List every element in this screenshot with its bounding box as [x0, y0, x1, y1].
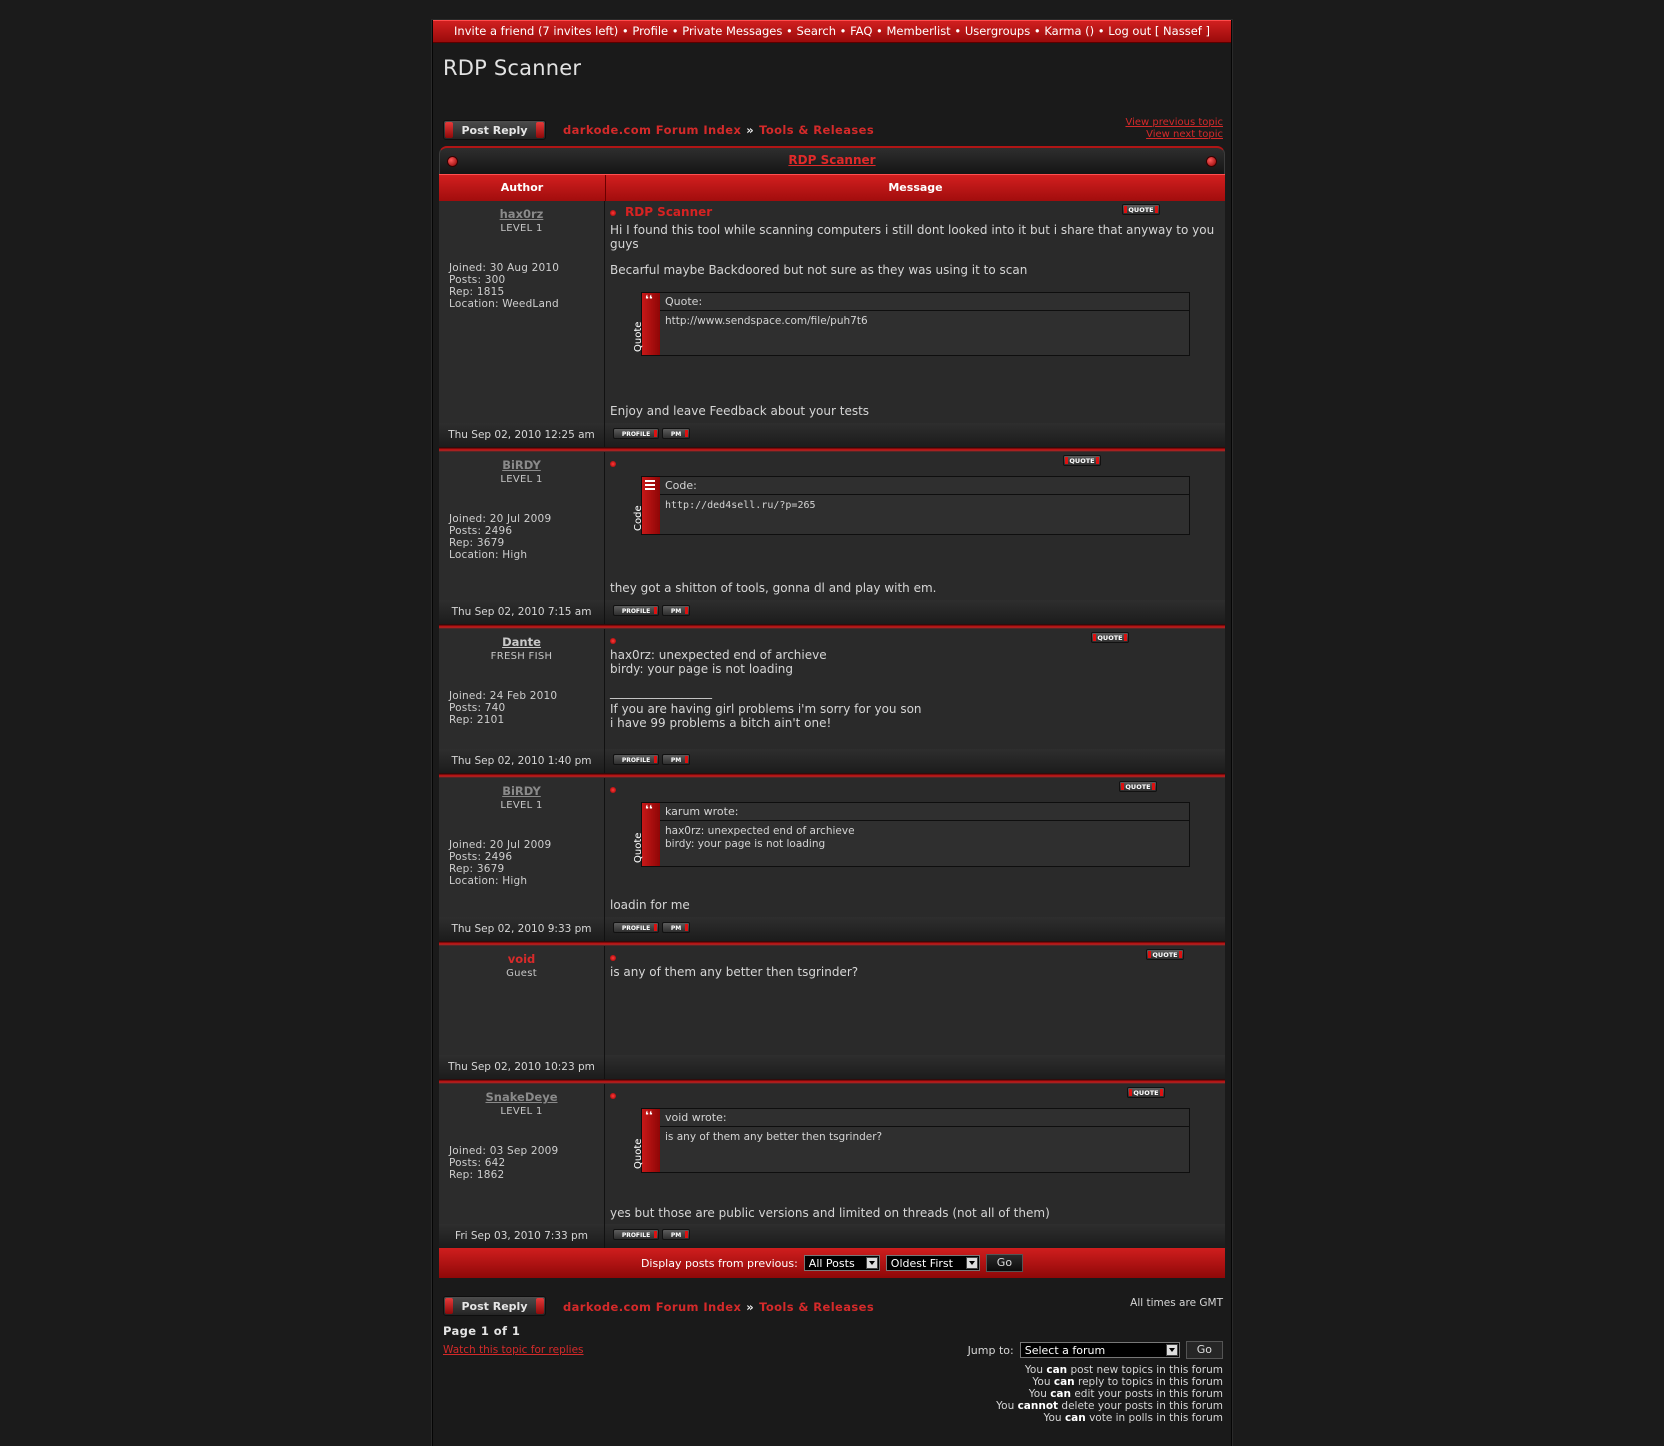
- post-row: [439, 452, 1225, 600]
- breadcrumb-bottom: [563, 1300, 874, 1314]
- breadcrumb-tools-releases[interactable]: Tools & Releases: [759, 123, 875, 137]
- author-rank: LEVEL 1: [500, 223, 543, 234]
- quote-box: [633, 292, 1190, 356]
- post-footer-buttons: [605, 1055, 1225, 1079]
- permission-flag: can: [1064, 1412, 1086, 1424]
- author-posts: Posts: 300: [449, 274, 506, 286]
- post-footer: [439, 423, 1225, 447]
- quote-header: Quote:: [660, 293, 1189, 311]
- author-name: void: [507, 952, 536, 966]
- permission-flag: cannot: [1017, 1400, 1059, 1412]
- quote-button[interactable]: QUOTE: [1063, 455, 1101, 466]
- nav-separator: •: [621, 24, 629, 38]
- post-row: [439, 1084, 1225, 1224]
- post-author-cell: [439, 946, 605, 1055]
- nav-separator: •: [786, 24, 793, 38]
- author-name[interactable]: SnakeDeye: [485, 1090, 558, 1104]
- post-author-cell: [439, 629, 605, 749]
- author-stats: [439, 690, 604, 726]
- display-label: Display posts from previous:: [640, 1256, 798, 1270]
- table-title-bar: [439, 146, 1225, 174]
- page-count: Page 1 of 1: [443, 1324, 521, 1338]
- pm-button[interactable]: PM: [662, 605, 690, 616]
- post-message-cell: [605, 201, 1225, 423]
- quote-mark-icon: ❛❛: [645, 803, 653, 816]
- post-date: Thu Sep 02, 2010 12:25 am: [439, 423, 605, 447]
- post-footer: [439, 600, 1225, 624]
- profile-button[interactable]: PROFILE: [613, 754, 659, 765]
- profile-button[interactable]: PROFILE: [613, 605, 659, 616]
- display-go-button[interactable]: Go: [986, 1254, 1023, 1272]
- post-line: birdy: your page is not loading: [610, 662, 794, 676]
- code-body: http://ded4sell.ru/?p=265: [665, 500, 816, 511]
- post-text: Hi I found this tool while scanning computers i still dont looked into it but i share that anyway to you guys: [610, 223, 1215, 251]
- post-footer-buttons: [605, 749, 1225, 773]
- code-box: [633, 476, 1190, 535]
- post-reply-button-top[interactable]: Post Reply: [443, 120, 546, 140]
- posts-table: [439, 146, 1225, 1278]
- quote-side-label: Quote: [633, 1138, 644, 1169]
- post-bullet-icon: [610, 787, 616, 793]
- post-footer: [439, 1224, 1225, 1248]
- author-rank: LEVEL 1: [500, 1106, 543, 1117]
- page-title: RDP Scanner: [443, 56, 582, 80]
- table-title-link[interactable]: RDP Scanner: [788, 153, 876, 167]
- sort-order-select[interactable]: [886, 1255, 980, 1271]
- post-row: [439, 629, 1225, 749]
- post-subject: RDP Scanner: [625, 205, 713, 219]
- author-joined: Joined: 03 Sep 2009: [449, 1145, 559, 1157]
- quote-sidebar: [633, 803, 660, 866]
- code-side-label: Code: [633, 505, 644, 531]
- author-location: Location: High: [449, 875, 528, 887]
- author-stats: [439, 839, 604, 887]
- signature: [610, 702, 922, 730]
- post-footer: [439, 1055, 1225, 1079]
- quote-sidebar: [633, 1109, 660, 1172]
- column-header-author: Author: [439, 175, 606, 201]
- post-date: Thu Sep 02, 2010 1:40 pm: [439, 749, 605, 773]
- title-bar-dot-icon: [447, 156, 458, 167]
- nav-usergroups[interactable]: Usergroups: [964, 24, 1031, 38]
- post-text: Enjoy and leave Feedback about your tests: [610, 404, 870, 418]
- quote-button[interactable]: QUOTE: [1122, 204, 1160, 215]
- breadcrumb-forum-index[interactable]: darkode.com Forum Index: [563, 1300, 742, 1314]
- author-stats: [439, 262, 604, 310]
- nav-separator: •: [954, 24, 962, 38]
- pm-button[interactable]: PM: [662, 1229, 690, 1240]
- quote-button[interactable]: QUOTE: [1127, 1087, 1165, 1098]
- permission-flag: can: [1046, 1364, 1068, 1376]
- quote-body: is any of them any better then tsgrinder?: [665, 1131, 883, 1143]
- author-rep: Rep: 1815: [449, 286, 505, 298]
- permission-text: You: [1024, 1364, 1044, 1376]
- post-footer-buttons: [605, 600, 1225, 624]
- permission-line: [996, 1400, 1223, 1412]
- nav-separator: •: [1033, 24, 1041, 38]
- author-rank: LEVEL 1: [500, 474, 543, 485]
- signature-rule: _________________: [610, 685, 712, 699]
- author-joined: Joined: 30 Aug 2010: [449, 262, 560, 274]
- quote-mark-icon: ❛❛: [645, 293, 653, 306]
- quote-sidebar: [633, 293, 660, 355]
- author-name[interactable]: hax0rz: [499, 207, 544, 221]
- jump-go-button[interactable]: Go: [1186, 1341, 1223, 1359]
- post-bullet-icon: [610, 210, 616, 216]
- author-rep: Rep: 2101: [449, 714, 505, 726]
- author-stats: [439, 513, 604, 561]
- post-row: [439, 946, 1225, 1055]
- topic-navigation: [1125, 117, 1223, 141]
- post-date: Thu Sep 02, 2010 9:33 pm: [439, 917, 605, 941]
- author-posts: Posts: 2496: [449, 525, 513, 537]
- author-stats: [439, 1145, 604, 1181]
- post-reply-button-bottom[interactable]: Post Reply: [443, 1296, 546, 1316]
- post-text: loadin for me: [610, 898, 690, 912]
- column-header-message: Message: [888, 181, 943, 194]
- jump-forum-value: Select a forum: [1024, 1344, 1106, 1357]
- post-footer: [439, 917, 1225, 941]
- quote-side-label: Quote: [633, 832, 644, 863]
- quote-button[interactable]: QUOTE: [1091, 632, 1129, 643]
- author-joined: Joined: 20 Jul 2009: [449, 839, 552, 851]
- nav-search[interactable]: Search: [796, 24, 836, 38]
- post-footer-buttons: [605, 1224, 1225, 1248]
- author-rep: Rep: 3679: [449, 537, 505, 549]
- breadcrumb-separator: »: [746, 1300, 755, 1314]
- quote-box: [633, 802, 1190, 867]
- post-text: Becarful maybe Backdoored but not sure as they was using it to scan: [610, 263, 1028, 277]
- quote-content: [660, 1109, 1189, 1172]
- post-footer-buttons: [605, 423, 1225, 447]
- posts-range-value: All Posts: [808, 1257, 855, 1270]
- quote-line: birdy: your page is not loading: [665, 838, 826, 850]
- author-rep: Rep: 1862: [449, 1169, 505, 1181]
- post-bullet-icon: [610, 461, 616, 467]
- posts-range-select[interactable]: [804, 1255, 880, 1271]
- permission-text: reply to topics in this forum: [1078, 1376, 1223, 1388]
- permission-text: You: [1028, 1388, 1047, 1400]
- quote-content: [660, 803, 1189, 866]
- code-sidebar: [633, 477, 660, 534]
- quote-body: [660, 821, 1189, 855]
- breadcrumb-separator: »: [746, 123, 755, 137]
- top-navigation: [433, 20, 1231, 43]
- author-location: Location: WeedLand: [449, 298, 559, 310]
- post-date: Thu Sep 02, 2010 7:15 am: [439, 600, 605, 624]
- post-author-cell: [439, 201, 605, 423]
- chevron-down-icon: [1166, 1344, 1178, 1356]
- permission-line: [996, 1376, 1223, 1388]
- jump-forum-select[interactable]: [1020, 1342, 1180, 1358]
- author-posts: Posts: 740: [449, 702, 506, 714]
- profile-button[interactable]: PROFILE: [613, 428, 659, 439]
- permission-text: edit your posts in this forum: [1074, 1388, 1223, 1400]
- chevron-down-icon: [866, 1257, 878, 1269]
- author-name[interactable]: Dante: [502, 635, 541, 649]
- quote-mark-icon: ❛❛: [645, 1109, 653, 1122]
- quote-content: [660, 293, 1189, 355]
- permission-line: [996, 1412, 1223, 1424]
- timezone-note: All times are GMT: [1130, 1297, 1223, 1309]
- author-rank: LEVEL 1: [500, 800, 543, 811]
- profile-button[interactable]: PROFILE: [613, 1229, 659, 1240]
- permission-flag: can: [1053, 1376, 1075, 1388]
- nav-memberlist[interactable]: Memberlist: [886, 24, 951, 38]
- chevron-down-icon: [966, 1257, 978, 1269]
- post-text: they got a shitton of tools, gonna dl and play with em.: [610, 581, 937, 595]
- permission-text: vote in polls in this forum: [1089, 1412, 1223, 1424]
- code-list-icon: [645, 480, 655, 492]
- jump-to-forum: [968, 1341, 1223, 1359]
- signature-line: If you are having girl problems i'm sorry for you son: [610, 702, 922, 716]
- post-message-cell: [605, 452, 1225, 600]
- nav-separator: •: [1097, 24, 1105, 38]
- permission-text: post new topics in this forum: [1070, 1364, 1223, 1376]
- nav-invite[interactable]: Invite a friend (7 invites left): [454, 24, 619, 38]
- forum-permissions: [996, 1364, 1223, 1424]
- view-previous-topic-link[interactable]: View previous topic: [1125, 117, 1223, 128]
- quote-side-label: Quote: [633, 321, 644, 352]
- permission-line: [996, 1364, 1223, 1376]
- quote-box: [633, 1108, 1190, 1173]
- nav-separator: •: [839, 24, 847, 38]
- nav-faq[interactable]: FAQ: [850, 24, 873, 38]
- nav-private-messages[interactable]: Private Messages: [682, 24, 783, 38]
- post-message-cell: [605, 778, 1225, 917]
- quote-header: karum wrote:: [660, 803, 1189, 821]
- post-bullet-icon: [610, 1093, 616, 1099]
- author-rank: Guest: [506, 968, 537, 979]
- nav-separator: •: [671, 24, 679, 38]
- permission-line: [996, 1388, 1223, 1400]
- breadcrumb-forum-index[interactable]: darkode.com Forum Index: [563, 123, 742, 137]
- post-date: Thu Sep 02, 2010 10:23 pm: [439, 1055, 605, 1079]
- author-location: Location: High: [449, 549, 528, 561]
- post-bullet-icon: [610, 955, 616, 961]
- permission-text: delete your posts in this forum: [1061, 1400, 1223, 1412]
- author-joined: Joined: 20 Jul 2009: [449, 513, 552, 525]
- view-next-topic-link[interactable]: View next topic: [1146, 129, 1223, 140]
- quote-button[interactable]: QUOTE: [1119, 781, 1157, 792]
- author-posts: Posts: 642: [449, 1157, 506, 1169]
- post-line: hax0rz: unexpected end of archieve: [610, 648, 827, 662]
- watch-topic-link[interactable]: Watch this topic for replies: [443, 1344, 584, 1356]
- signature-line: i have 99 problems a bitch ain't one!: [610, 716, 832, 730]
- display-options-bar: [439, 1248, 1225, 1278]
- post-footer: [439, 749, 1225, 773]
- nav-separator: •: [876, 24, 883, 38]
- quote-body: http://www.sendspace.com/file/puh7t6: [665, 315, 868, 327]
- post-author-cell: [439, 1084, 605, 1224]
- post-bullet-icon: [610, 638, 616, 644]
- post-text: is any of them any better then tsgrinder?: [610, 965, 859, 979]
- nav-profile[interactable]: Profile: [632, 24, 669, 38]
- post-message-cell: [605, 629, 1225, 749]
- nav-karma[interactable]: Karma (): [1044, 24, 1095, 38]
- table-header-row: [439, 174, 1225, 201]
- nav-logout[interactable]: Log out [ Nassef ]: [1108, 24, 1210, 38]
- post-text: yes but those are public versions and limited on threads (not all of them): [610, 1206, 1050, 1220]
- permission-text: You: [996, 1400, 1015, 1412]
- post-footer-buttons: [605, 917, 1225, 941]
- author-name[interactable]: BiRDY: [502, 458, 541, 472]
- author-rep: Rep: 3679: [449, 863, 505, 875]
- post-text: [610, 648, 827, 676]
- post-date: Fri Sep 03, 2010 7:33 pm: [439, 1224, 605, 1248]
- post-message-cell: [605, 946, 1225, 1055]
- quote-header: void wrote:: [660, 1109, 1189, 1127]
- page-wrapper: [432, 20, 1232, 1446]
- quote-button[interactable]: QUOTE: [1146, 949, 1184, 960]
- post-message-cell: [605, 1084, 1225, 1224]
- author-posts: Posts: 2496: [449, 851, 513, 863]
- pm-button[interactable]: PM: [662, 754, 690, 765]
- permission-text: You: [1032, 1376, 1051, 1388]
- profile-button[interactable]: PROFILE: [613, 922, 659, 933]
- quote-line: hax0rz: unexpected end of archieve: [665, 825, 855, 837]
- jump-label: Jump to:: [967, 1343, 1014, 1357]
- code-content: [660, 477, 1189, 534]
- author-name[interactable]: BiRDY: [502, 784, 541, 798]
- post-row: [439, 778, 1225, 917]
- author-rank: FRESH FISH: [490, 651, 553, 662]
- title-bar-dot-icon: [1206, 156, 1217, 167]
- post-author-cell: [439, 452, 605, 600]
- breadcrumb-tools-releases[interactable]: Tools & Releases: [759, 1300, 875, 1314]
- sort-order-value: Oldest First: [890, 1257, 953, 1270]
- permission-text: You: [1043, 1412, 1062, 1424]
- post-author-cell: [439, 778, 605, 917]
- breadcrumb-top: [563, 123, 874, 137]
- author-joined: Joined: 24 Feb 2010: [449, 690, 558, 702]
- post-row: [439, 201, 1225, 423]
- permission-flag: can: [1050, 1388, 1071, 1400]
- pm-button[interactable]: PM: [662, 428, 690, 439]
- code-header: Code:: [660, 477, 1189, 495]
- pm-button[interactable]: PM: [662, 922, 690, 933]
